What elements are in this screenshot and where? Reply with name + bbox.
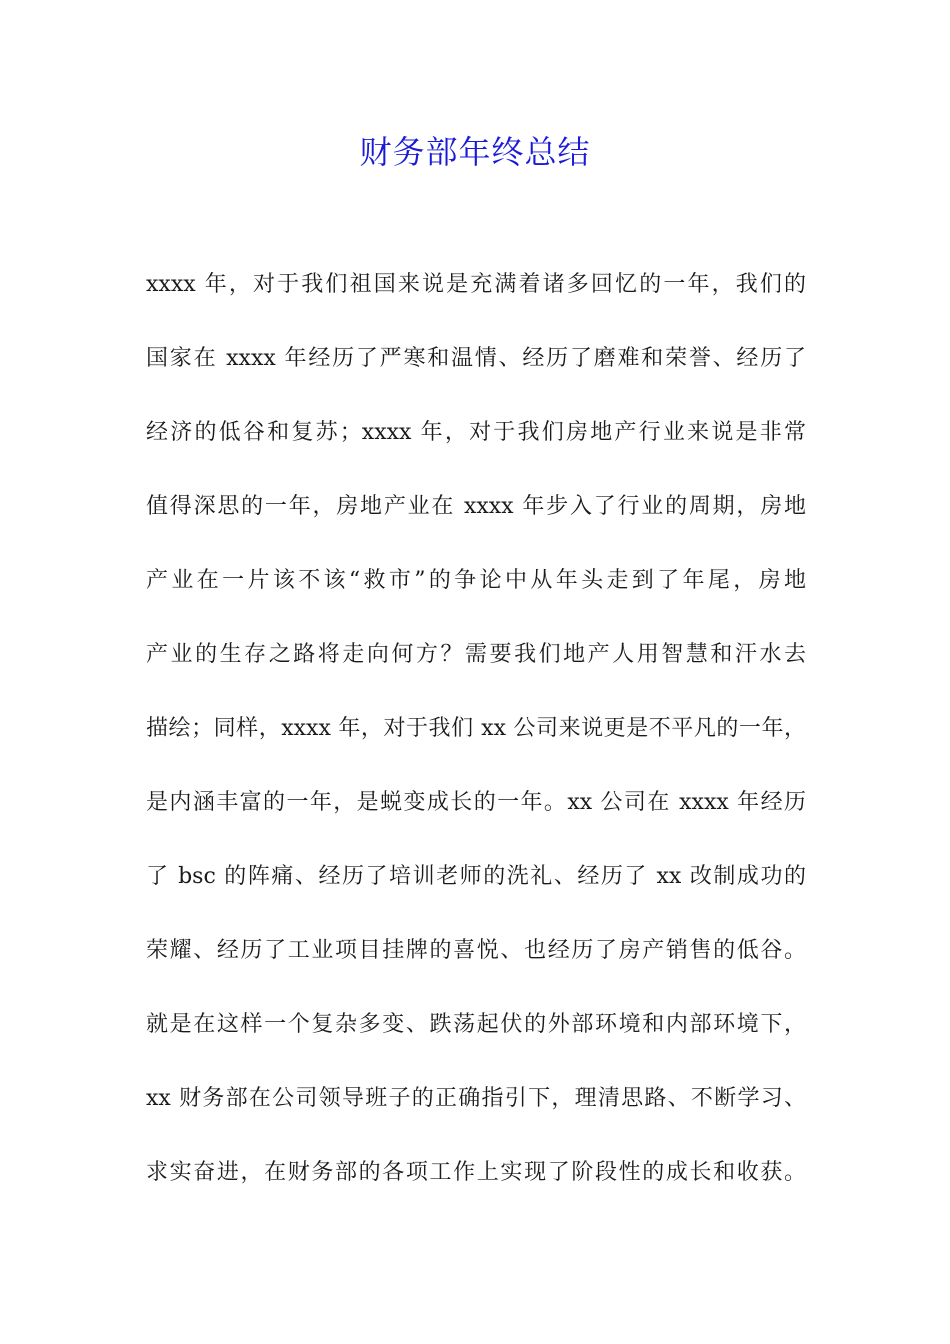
body-line: 产业的生存之路将走向何方？需要我们地产人用智慧和汗水去 [146,642,806,667]
body-line: 经济的低谷和复苏；xxxx 年，对于我们房地产行业来说是非常 [146,420,806,445]
body-line: 国家在 xxxx 年经历了严寒和温情、经历了磨难和荣誉、经历了 [146,346,806,371]
body-line: 描绘；同样，xxxx 年，对于我们 xx 公司来说更是不平凡的一年， [146,716,806,741]
body-line: 是内涵丰富的一年，是蜕变成长的一年。xx 公司在 xxxx 年经历 [146,790,806,815]
body-line: xxxx 年，对于我们祖国来说是充满着诸多回忆的一年，我们的 [146,272,806,297]
document-title: 财务部年终总结 [359,133,591,171]
body-line: 了 bsc 的阵痛、经历了培训老师的洗礼、经历了 xx 改制成功的 [146,864,806,889]
body-line: 值得深思的一年，房地产业在 xxxx 年步入了行业的周期，房地 [146,494,806,519]
body-line: 产业在一片该不该“救市”的争论中从年头走到了年尾，房地 [146,568,806,593]
body-line: 荣耀、经历了工业项目挂牌的喜悦、也经历了房产销售的低谷。 [146,938,806,963]
body-line: xx 财务部在公司领导班子的正确指引下，理清思路、不断学习、 [146,1086,806,1111]
body-line: 求实奋进，在财务部的各项工作上实现了阶段性的成长和收获。 [146,1160,806,1185]
body-line: 就是在这样一个复杂多变、跌荡起伏的外部环境和内部环境下， [146,1012,806,1037]
document-body [146,262,826,1224]
